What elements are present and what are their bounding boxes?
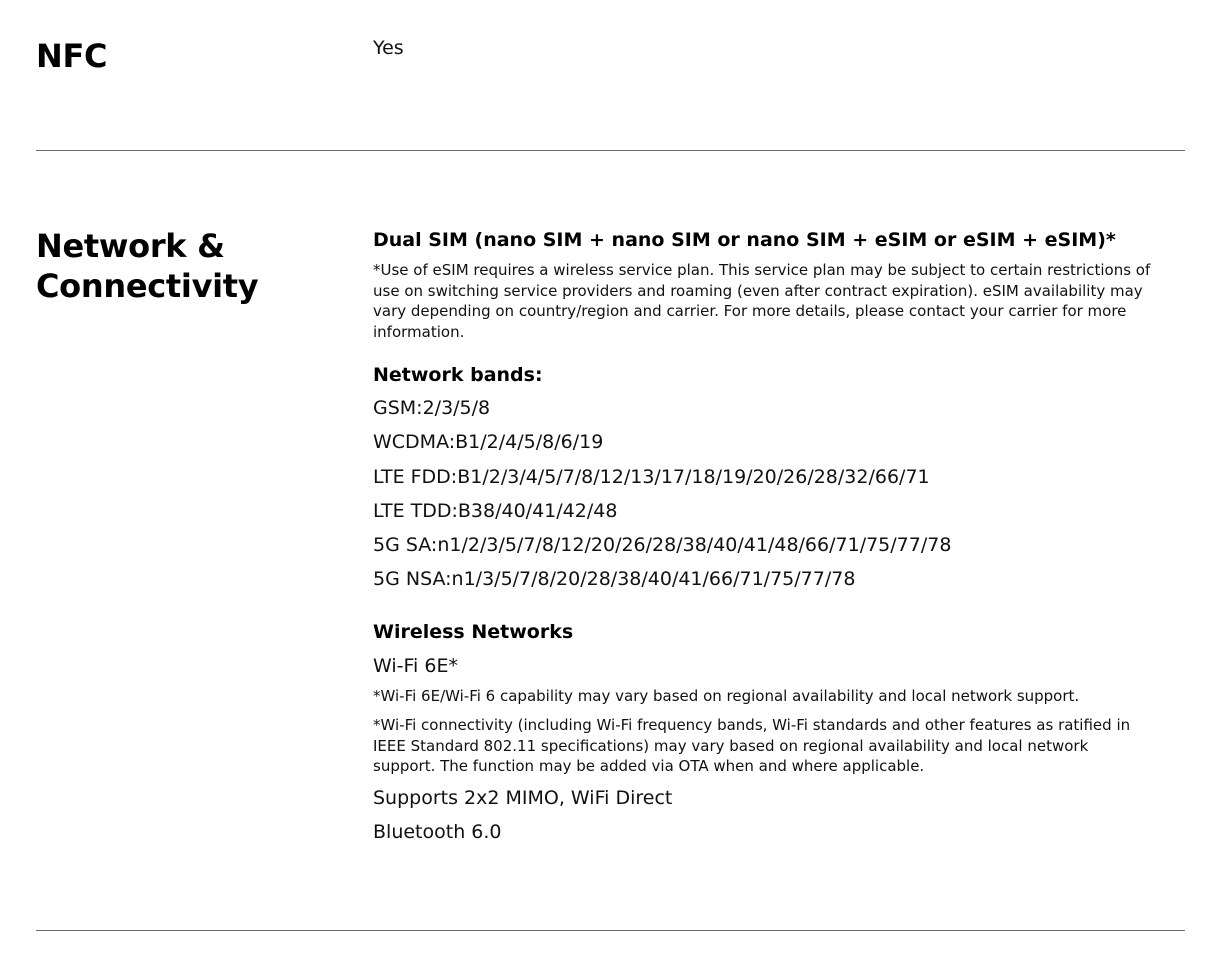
bands-list <box>373 391 1153 597</box>
nfc-content <box>373 36 1153 60</box>
section-divider <box>36 930 1185 931</box>
band-item: WCDMA:B1/2/4/5/8/6/19 <box>373 431 604 454</box>
network-title-line1: Network & <box>36 227 225 265</box>
network-title <box>36 226 258 306</box>
band-item: LTE FDD:B1/2/3/4/5/7/8/12/13/17/18/19/20/26/28/32/66/71 <box>373 465 930 488</box>
band-item: LTE TDD:B38/40/41/42/48 <box>373 499 618 522</box>
bands-heading: Network bands: <box>373 364 543 386</box>
wifi-value: Wi-Fi 6E* <box>373 654 458 677</box>
band-item: 5G SA:n1/2/3/5/7/8/12/20/26/28/38/40/41/48/66/71/75/77/78 <box>373 534 952 557</box>
network-title-line2: Connectivity <box>36 267 259 305</box>
wifi-note-connectivity: *Wi-Fi connectivity (including Wi-Fi frequency bands, Wi-Fi standards and other features as ratified in IEEE Standard 802.11 specifications) may vary based on regional availability and local network support. The function may be added via OTA when and where applicable. <box>373 716 1131 776</box>
section-divider <box>36 150 1185 151</box>
nfc-title: NFC <box>36 37 108 75</box>
nfc-value: Yes <box>373 37 404 59</box>
sim-heading: Dual SIM (nano SIM + nano SIM or nano SIM + eSIM or eSIM + eSIM)* <box>373 229 1116 251</box>
band-item: 5G NSA:n1/3/5/7/8/20/28/38/40/41/66/71/75/77/78 <box>373 568 856 591</box>
wireless-heading: Wireless Networks <box>373 620 574 643</box>
sim-note: *Use of eSIM requires a wireless service plan. This service plan may be subject to certain restrictions of use on switching service providers and roaming (even after contract expiration). eSIM availability may vary depending on country/region and carrier. For more details, please contact your carrier for more information. <box>373 261 1151 341</box>
mimo-value: Supports 2x2 MIMO, WiFi Direct <box>373 786 673 809</box>
bluetooth-value: Bluetooth 6.0 <box>373 820 502 843</box>
network-content <box>373 228 1153 844</box>
wifi-note-capability: *Wi-Fi 6E/Wi-Fi 6 capability may vary based on regional availability and local network support. <box>373 686 1080 705</box>
band-item: GSM:2/3/5/8 <box>373 397 491 419</box>
